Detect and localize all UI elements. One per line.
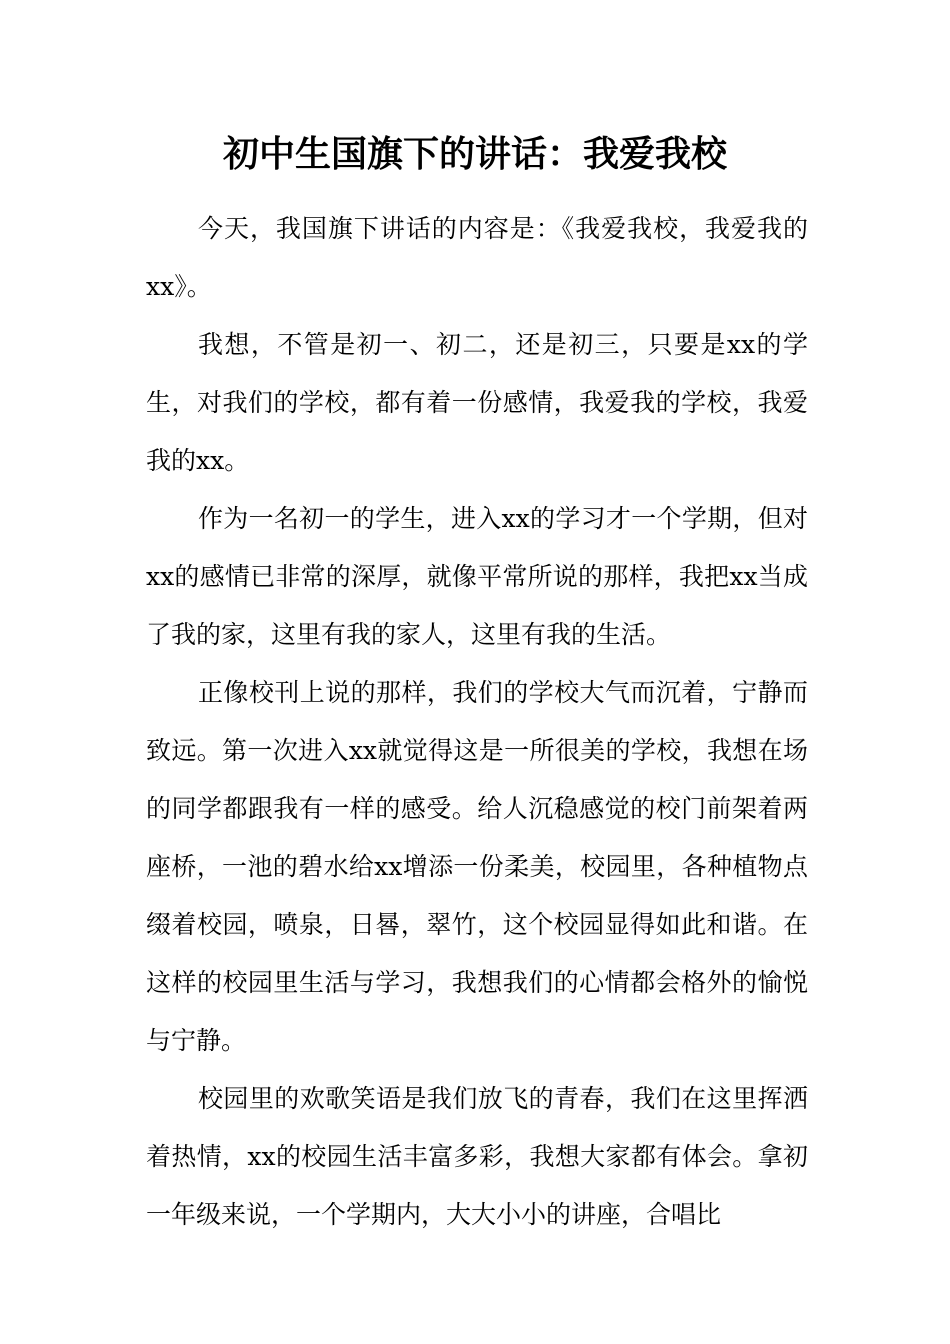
paragraph-campus-life: 校园里的欢歌笑语是我们放飞的青春，我们在这里挥洒着热情，xx的校园生活丰富多彩，我想大家都有体会。拿初一年级来说，一个学期内，大大小小的讲座，合唱比 bbox=[146, 1084, 808, 1229]
document-title: 初中生国旗下的讲话：我爱我校 bbox=[222, 133, 727, 175]
paragraph-intro: 今天，我国旗下讲话的内容是：《我爱我校，我爱我的xx》。 bbox=[146, 214, 808, 301]
paragraph-campus-beauty: 正像校刊上说的那样，我们的学校大气而沉着，宁静而致远。第一次进入xx就觉得这是一所很美的学校，我想在场的同学都跟我有一样的感受。给人沉稳感觉的校门前架着两座桥，一池的碧水给xx增添一份柔美，校园里，各种植物点缀着校园，喷泉，日晷，翠竹，这个校园显得如此和谐。在这样的校园里生活与学习，我想我们的心情都会格外的愉悦与宁静。 bbox=[146, 678, 808, 1055]
paragraph-feelings: 我想，不管是初一、初二，还是初三，只要是xx的学生，对我们的学校，都有着一份感情，我爱我的学校，我爱我的xx。 bbox=[146, 330, 808, 475]
paragraph-first-year: 作为一名初一的学生，进入xx的学习才一个学期，但对xx的感情已非常的深厚，就像平常所说的那样，我把xx当成了我的家，这里有我的家人，这里有我的生活。 bbox=[146, 504, 808, 649]
document-body bbox=[146, 200, 808, 1244]
